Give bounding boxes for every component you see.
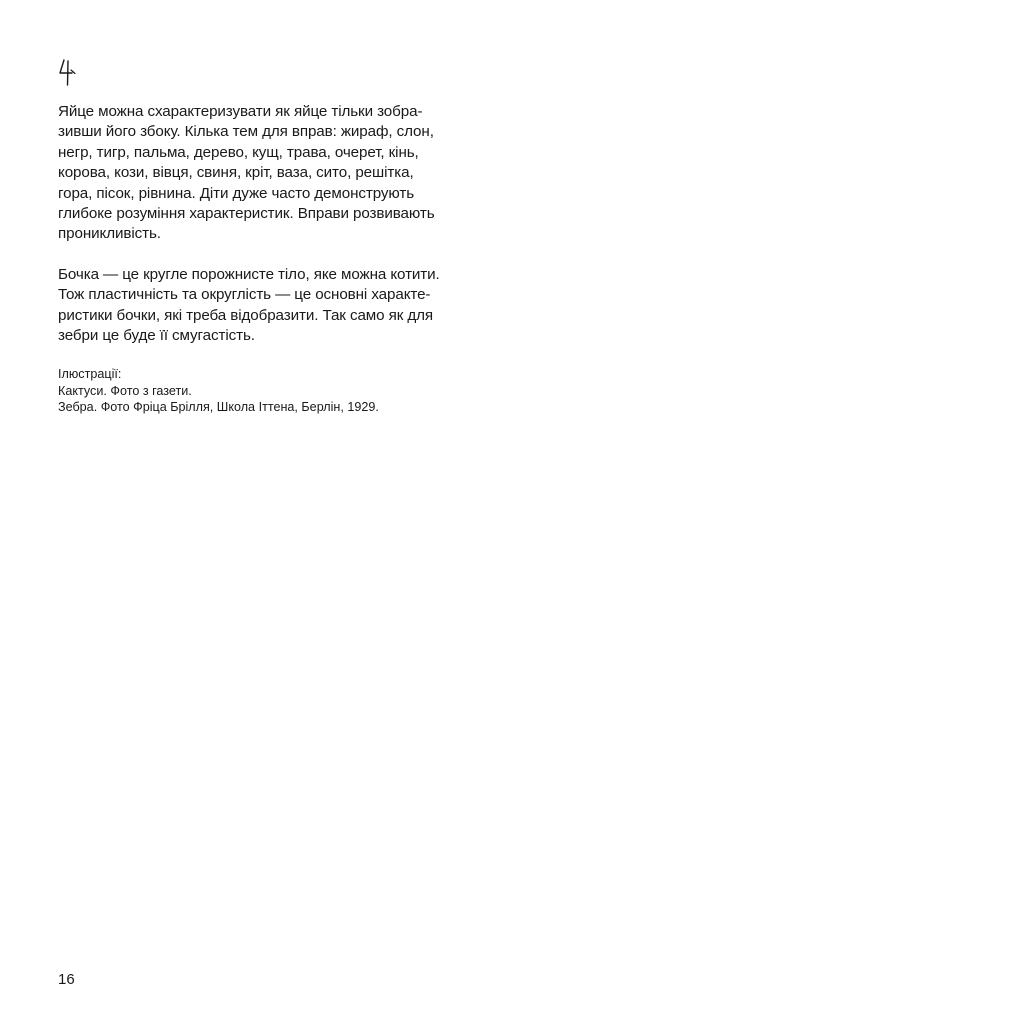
caption-zebra: Зебра. Фото Фріца Брілля, Школа Іттена, Берлін, 1929. (58, 400, 379, 415)
page-number: 16 (58, 971, 75, 988)
caption-cacti: Кактуси. Фото з газети. (58, 383, 192, 398)
paragraph-egg: Яйце можна схарактеризувати як яйце тільки зобра- зивши його збоку. Кілька тем для вправ: жираф, слон, негр, тигр, пальма, дерево, кущ, трава, очерет, кінь, корова, кози, вівця, свиня, кріт, ваза, сито, решітка, гора, пісок, рівнина. Діти дуже часто демонструють глибоке розуміння характеристик. Вправи розвивають проникливість. (58, 103, 435, 243)
paragraph-barrel: Бочка — це кругле порожнисте тіло, яке можна котити. Тож пластичність та округлість — це основні характе- ристики бочки, які треба відобразити. Так само як для зебри це буде її смугастість. (58, 265, 440, 345)
captions-heading: Ілюстрації: (58, 367, 122, 382)
section-number-mark (56, 56, 78, 88)
illustration-captions (58, 366, 478, 416)
body-text-column (58, 102, 478, 416)
